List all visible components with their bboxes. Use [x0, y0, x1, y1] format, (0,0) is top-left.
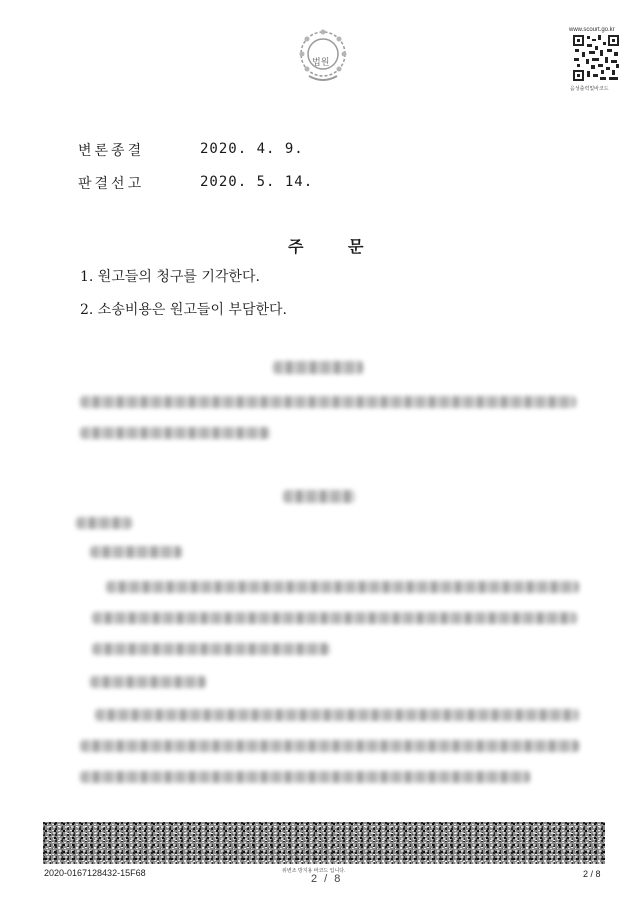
redacted-line: [90, 676, 206, 688]
closing-label: 변론종결: [78, 143, 145, 159]
redacted-line: [106, 581, 579, 593]
emblem-label: 법원: [312, 58, 330, 68]
qr-code-icon: [572, 34, 620, 82]
redacted-line: [92, 643, 330, 655]
redacted-line: [95, 709, 579, 721]
order-item-1: 1. 원고들의 청구를 기각한다.: [80, 269, 260, 285]
ruling-label: 판결선고: [78, 176, 145, 192]
page-number: 2 / 8: [583, 869, 601, 879]
document-id: 2020-0167128432-15F68: [44, 868, 146, 878]
redacted-line: [92, 612, 577, 624]
redacted-line: [80, 396, 576, 408]
redacted-line: [76, 517, 132, 529]
order-heading: 주 문: [288, 237, 364, 256]
ruling-date: 2020. 5. 14.: [200, 174, 314, 190]
site-url: www.scourt.go.kr: [569, 27, 615, 33]
center-page-number: 2 / 8: [311, 873, 343, 885]
redacted-line: [90, 546, 182, 558]
closing-date: 2020. 4. 9.: [200, 141, 304, 157]
redacted-line: [80, 740, 579, 752]
redacted-line: [80, 771, 530, 783]
order-item-2: 2. 소송비용은 원고들이 부담한다.: [80, 302, 287, 318]
redacted-line: [80, 427, 270, 439]
qr-caption: 음성출력및바코드: [570, 86, 609, 92]
redacted-heading: [273, 361, 363, 374]
barcode-note: 위변조 방지용 바코드 입니다.: [282, 868, 346, 874]
security-pattern-band: [43, 822, 605, 864]
redacted-heading: [283, 490, 355, 503]
